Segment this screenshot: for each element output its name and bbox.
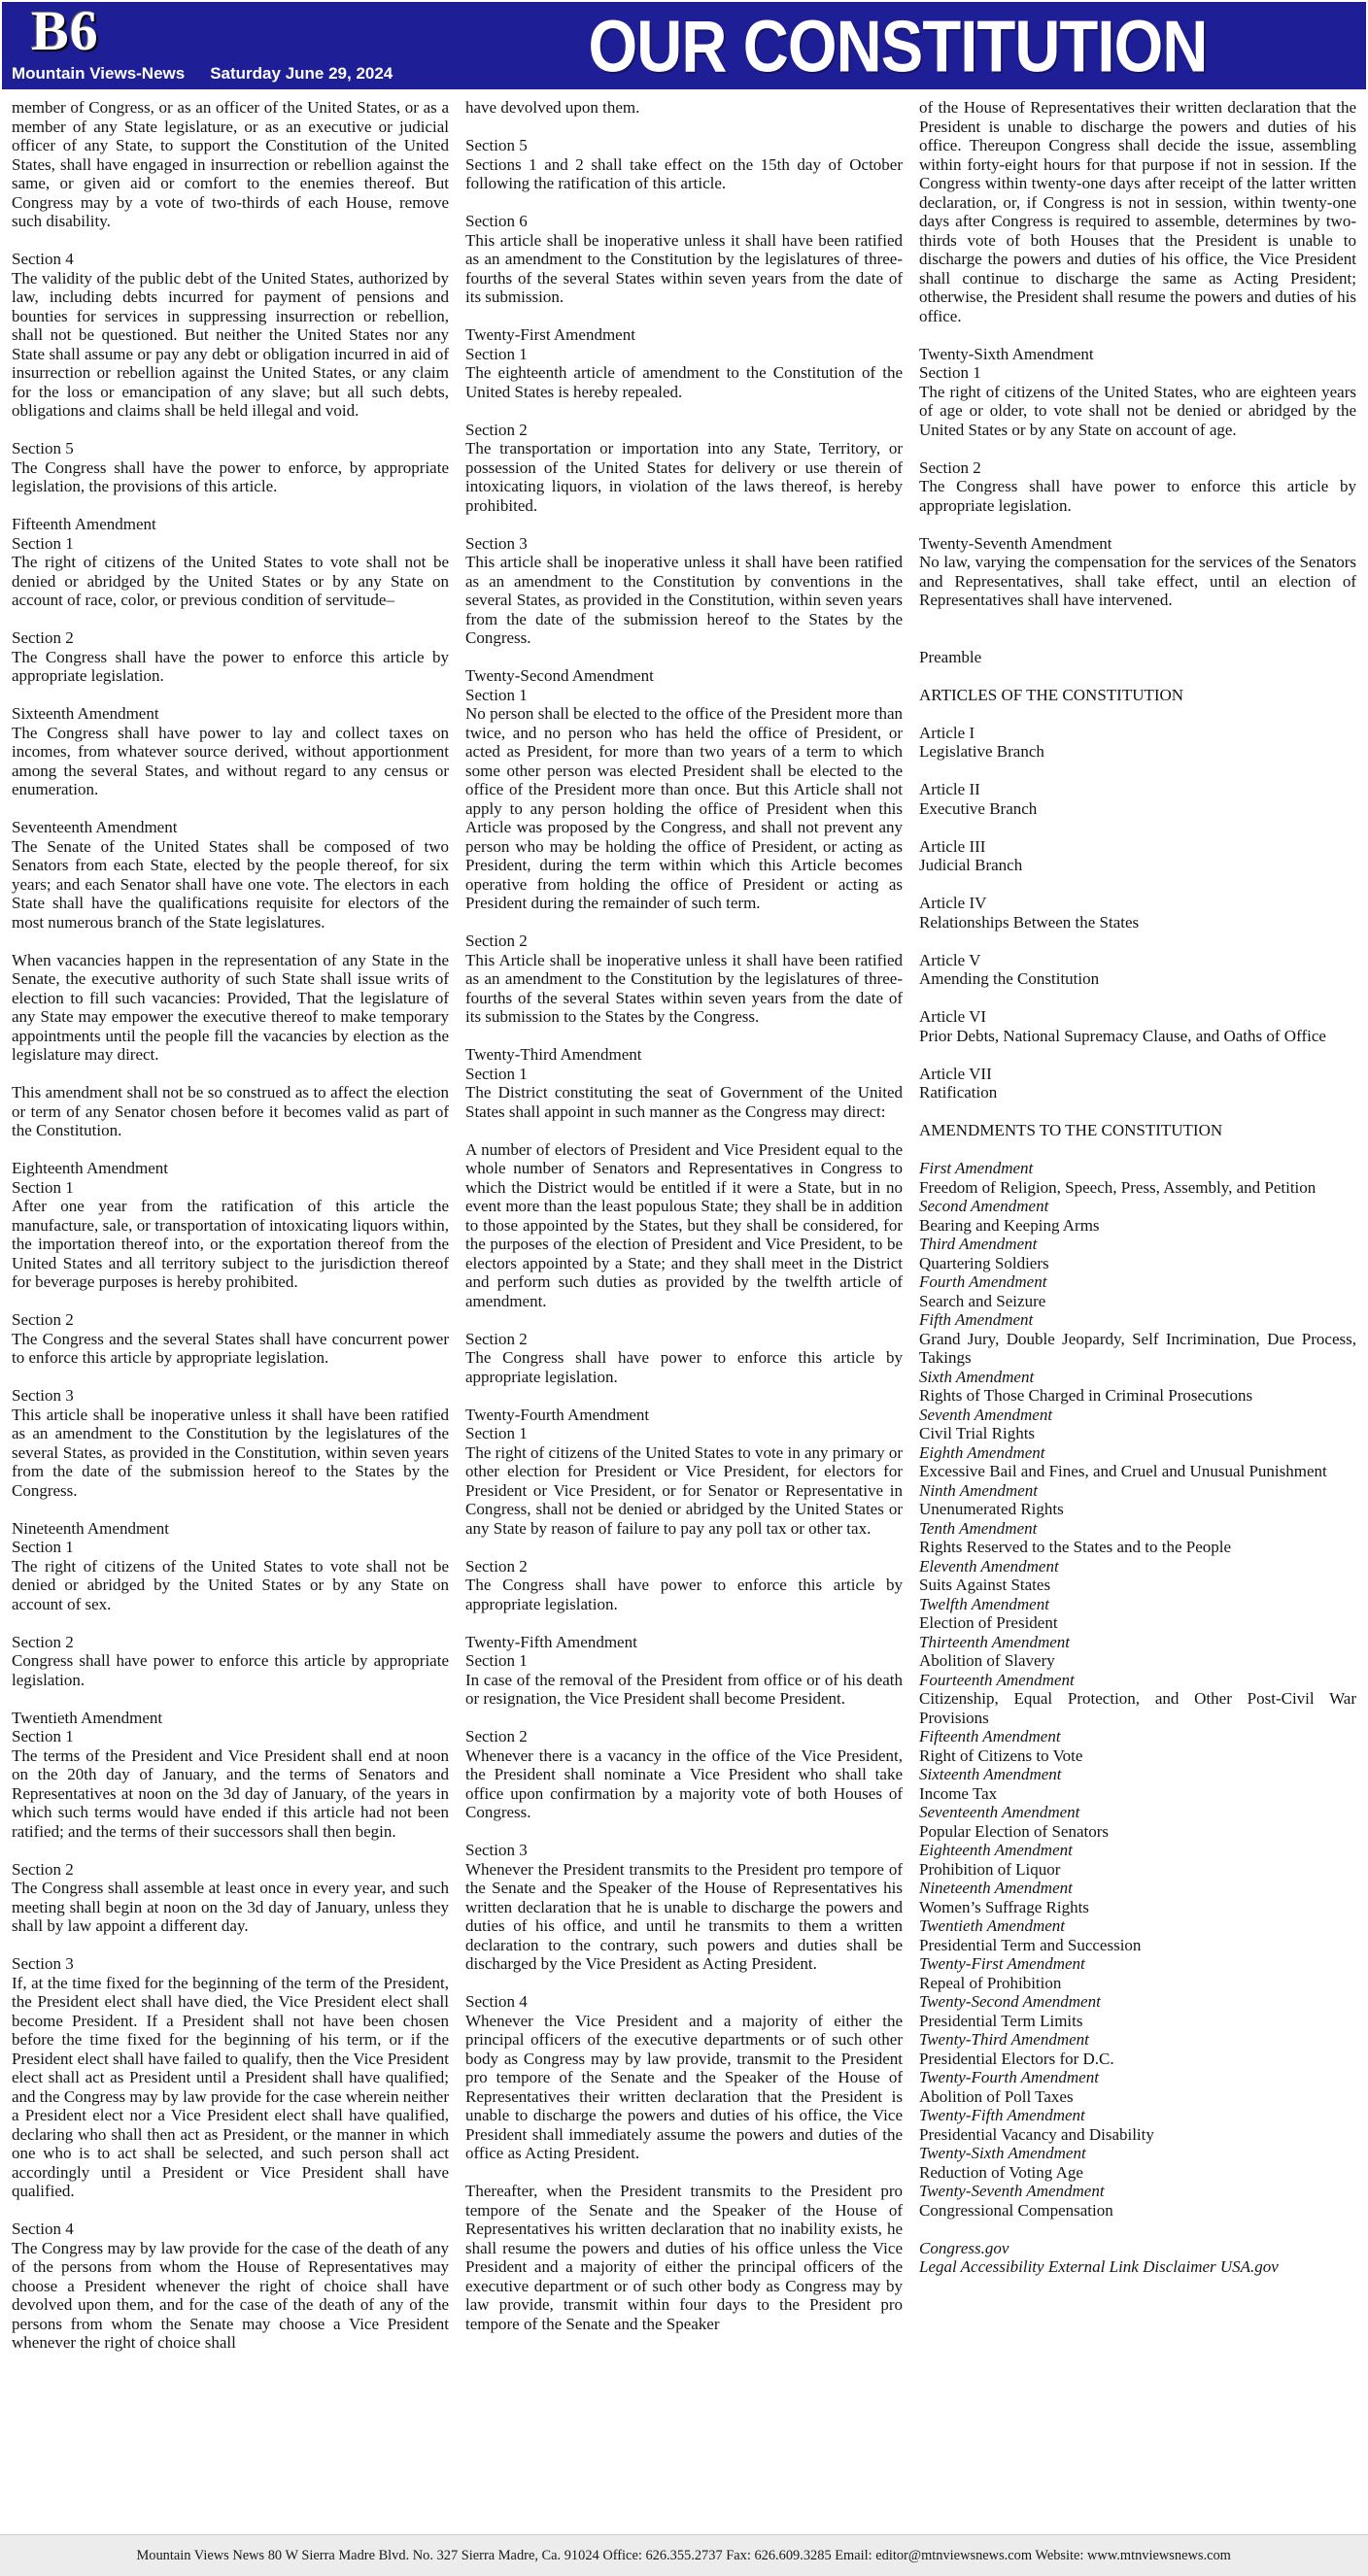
spacer — [465, 193, 903, 213]
spacer — [919, 2220, 1356, 2239]
column-2 — [465, 98, 903, 2534]
spacer — [919, 666, 1356, 686]
section-heading: Section 1 — [12, 533, 74, 553]
paragraph: This article shall be inoperative unless it shall have been ratified as an amendment to the Constitution by the legislatures of the several States, as provided in the Constitution, within seven years from the date of the submission hereof to the States by the Congress. — [12, 1405, 449, 1500]
amendment-title: Legal Accessibility External Link Disclaimer USA.gov — [919, 2257, 1279, 2276]
spacer — [12, 686, 449, 705]
amendment-title: Nineteenth Amendment — [919, 1879, 1073, 1897]
spacer — [12, 1292, 449, 1311]
spacer — [919, 932, 1356, 951]
section-heading: Section 1 — [465, 1424, 528, 1442]
text-line: Prohibition of Liquor — [919, 1859, 1061, 1879]
spacer — [919, 818, 1356, 837]
section-heading: Section 1 — [465, 344, 528, 363]
spacer — [12, 1368, 449, 1387]
spacer — [12, 231, 449, 251]
section-heading: Section 4 — [12, 2220, 74, 2238]
spacer — [465, 913, 903, 932]
section-heading: Eighteenth Amendment — [12, 1159, 168, 1177]
text-line: Presidential Term Limits — [919, 2011, 1083, 2030]
spacer — [12, 1936, 449, 1955]
text-line: Civil Trial Rights — [919, 1424, 1036, 1442]
spacer — [465, 1613, 903, 1633]
spacer — [12, 2201, 449, 2220]
section-heading: Article VI — [919, 1007, 987, 1026]
section-heading: Section 2 — [12, 1632, 74, 1651]
amendment-title: Thirteenth Amendment — [919, 1632, 1071, 1651]
paragraph: After one year from the ratification of this article the manufacture, sale, or transportation of intoxicating liquors within, the importation thereof into, or the exportation thereof from the United States and all territory subject to the jurisdiction thereof for beverage purposes is hereby prohibited. — [12, 1197, 449, 1291]
section-heading: Article IV — [919, 894, 987, 912]
text-line: Amending the Constitution — [919, 969, 1100, 988]
section-heading: Twenty-Seventh Amendment — [919, 533, 1112, 553]
section-heading: Section 4 — [465, 1992, 528, 2011]
amendment-title: Fourth Amendment — [919, 1272, 1047, 1291]
paragraph: The eighteenth article of amendment to the Constitution of the United States is hereby repealed. — [465, 363, 903, 401]
text-line: Executive Branch — [919, 798, 1038, 818]
paragraph: Sections 1 and 2 shall take effect on the 15th day of October following the ratification of this article. — [465, 154, 903, 192]
text-line: Presidential Electors for D.C. — [919, 2049, 1114, 2068]
text-line: Popular Election of Senators — [919, 1821, 1109, 1841]
spacer — [465, 1121, 903, 1140]
section-heading: Twenty-Fifth Amendment — [465, 1632, 637, 1651]
spacer — [465, 1974, 903, 1993]
paragraph: No person shall be elected to the office of the President more than twice, and no person who has held the office of President, or acted as President, for more than two years of a term to which some other person was elected President shall be elected to the office of the President more than once. But this Article shall not apply to any person holding the office of President when this Article was proposed by the Congress, and shall not prevent any person who may be holding the office of President, or acting as President, during the term within which this Article becomes operative from holding the office of President or acting as President during the remainder of such term. — [465, 704, 903, 912]
section-heading: Section 2 — [465, 1556, 528, 1576]
spacer — [12, 932, 449, 951]
amendment-title: Twentieth Amendment — [919, 1916, 1065, 1935]
text-line: Legislative Branch — [919, 742, 1044, 761]
paragraph: member of Congress, or as an officer of the United States, or as a member of any State legislature, or as an executive or judicial officer of any State, to support the Constitution of the United States, shall have engaged in insurrection or rebellion against the same, or given aid or comfort to the enemies thereof. But Congress may by a vote of two-thirds of each House, remove such disability. — [12, 98, 449, 230]
footer-contact-line: Mountain Views News 80 W Sierra Madre Blvd. No. 327 Sierra Madre, Ca. 91024 Office: 626.355.2737 Fax: 626.609.3285 Email: editor@mtnviewsnews.com Website: www.mtnviewsnews.com — [136, 2547, 1232, 2563]
article-columns — [0, 89, 1368, 2534]
spacer — [919, 875, 1356, 895]
text-line: Reduction of Voting Age — [919, 2162, 1083, 2182]
section-heading: Seventeenth Amendment — [12, 818, 178, 836]
paragraph: This article shall be inoperative unless it shall have been ratified as an amendment to the Constitution by conventions in the several States, as provided in the Constitution, within seven years from the date of the submission hereof to the States by the Congress. — [465, 553, 903, 647]
section-heading: Twentieth Amendment — [12, 1708, 163, 1727]
paragraph: The terms of the President and Vice President shall end at noon on the 20th day of January, and the terms of Senators and Representatives at noon on the 3d day of January, of the years in which such terms would have ended if this article had not been ratified; and the terms of their successors shall then begin. — [12, 1746, 449, 1841]
amendment-title: Eighth Amendment — [919, 1442, 1045, 1462]
amendment-title: Second Amendment — [919, 1197, 1049, 1215]
paragraph: The right of citizens of the United States to vote in any primary or other election for President or Vice President, for electors for President or Vice President, or for Senator or Representative in Congress, shall not be denied or abridged by the United States or any State by reason of failure to pay any poll tax or other tax. — [465, 1442, 903, 1538]
paragraph: Citizenship, Equal Protection, and Other Post-Civil War Provisions — [919, 1689, 1356, 1727]
section-heading: Nineteenth Amendment — [12, 1518, 169, 1538]
text-line: Income Tax — [919, 1783, 998, 1803]
section-heading: Section 1 — [465, 685, 528, 704]
masthead-title: Mountain Views-News — [12, 64, 186, 83]
paragraph: This Article shall be inoperative unless it shall have been ratified as an amendment to the Constitution by the legislatures of three-fourths of the several States within seven years from the date of its submission to the States by the Congress. — [465, 950, 903, 1026]
paragraph: The right of citizens of the United States, who are eighteen years of age or older, to vote shall not be denied or abridged by the United States or by any State on account of age. — [919, 382, 1356, 439]
page-title: OUR CONSTITUTION — [588, 4, 1208, 87]
spacer — [919, 1140, 1356, 1160]
text-line: Relationships Between the States — [919, 912, 1140, 932]
section-heading: Twenty-Sixth Amendment — [919, 344, 1094, 363]
paragraph: The Congress shall have the power to enforce, by appropriate legislation, the provisions of this article. — [12, 458, 449, 495]
paragraph: The Congress shall have power to enforce this article by appropriate legislation. — [465, 1576, 903, 1613]
masthead-line — [12, 64, 393, 84]
paragraph: The transportation or importation into any State, Territory, or possession of the United States for delivery or use therein of intoxicating liquors, in violation of the laws thereof, is hereby prohibited. — [465, 439, 903, 515]
amendment-title: Seventeenth Amendment — [919, 1803, 1080, 1821]
spacer — [919, 1045, 1356, 1065]
spacer — [919, 515, 1356, 534]
paragraph: of the House of Representatives their written declaration that the President is unable to discharge the powers and duties of his office. Thereupon Congress shall decide the issue, assembling within forty-eight hours for that purpose if not in session. If the Congress within twenty-one days after receipt of the latter written declaration, or, if Congress is not in session, within twenty-one days after Congress is required to assemble, determines by two-thirds vote of both Houses that the President is unable to discharge the powers and duties of his office, the Vice President shall continue to discharge the same as Acting President; otherwise, the President shall resume the powers and duties of his office. — [919, 98, 1356, 325]
amendment-title: Fifteenth Amendment — [919, 1727, 1061, 1746]
section-heading: Preamble — [919, 647, 982, 666]
section-heading: Section 3 — [465, 533, 528, 553]
spacer — [12, 1500, 449, 1519]
spacer — [919, 325, 1356, 345]
section-heading: Section 2 — [465, 420, 528, 439]
spacer — [12, 496, 449, 516]
column-1 — [12, 98, 449, 2534]
section-heading: Twenty-Fourth Amendment — [465, 1405, 650, 1424]
paragraph: Thereafter, when the President transmits to the President pro tempore of the Senate and the Speaker of the House of Representatives his written declaration that no inability exists, he shall resume the powers and duties of his office unless the Vice President and a majority of either the principal officers of the executive department or of such other body as Congress may by law provide, transmit within four days to the President pro tempore of the Senate and the Speaker — [465, 2182, 903, 2333]
section-heading: Article III — [919, 836, 986, 856]
text-line: Bearing and Keeping Arms — [919, 1215, 1100, 1235]
text-line: Presidential Vacancy and Disability — [919, 2124, 1154, 2144]
amendment-title: Sixth Amendment — [919, 1367, 1035, 1386]
spacer — [12, 1841, 449, 1860]
amendment-title: Twelfth Amendment — [919, 1594, 1049, 1613]
paragraph: The Senate of the United States shall be composed of two Senators from each State, elected by the people thereof, for six years; and each Senator shall have one vote. The electors in each State shall have the qualifications requisite for electors of the most numerous branch of the State legislatures. — [12, 836, 449, 932]
text-line: Unenumerated Rights — [919, 1500, 1064, 1518]
paragraph: A number of electors of President and Vice President equal to the whole number of Senators and Representatives in Congress to which the District would be entitled if it were a State, but in no event more than the least populous State; they shall be in addition to those appointed by the States, but they shall be considered, for the purposes of the election of President and Vice President, to be electors appointed by a State; and they shall meet in the District and perform such duties as provided by the twelfth article of amendment. — [465, 1139, 903, 1310]
spacer — [12, 799, 449, 819]
section-heading: Section 2 — [919, 458, 981, 477]
amendment-title: Tenth Amendment — [919, 1518, 1038, 1538]
text-line: Rights Reserved to the States and to the People — [919, 1538, 1232, 1556]
paragraph: Congress shall have power to enforce this article by appropriate legislation. — [12, 1651, 449, 1689]
paragraph: The Congress and the several States shall have concurrent power to enforce this article by appropriate legislation. — [12, 1329, 449, 1367]
text-line: Quartering Soldiers — [919, 1253, 1049, 1272]
page-banner — [2, 2, 1366, 89]
paragraph: The District constituting the seat of Government of the United States shall appoint in such manner as the Congress may direct: — [465, 1083, 903, 1121]
paragraph: The Congress shall have the power to enforce this article by appropriate legislation. — [12, 647, 449, 685]
section-heading: Twenty-Second Amendment — [465, 666, 654, 685]
spacer — [919, 610, 1356, 629]
paragraph: Prior Debts, National Supremacy Clause, and Oaths of Office — [919, 1026, 1326, 1045]
amendment-title: Seventh Amendment — [919, 1405, 1053, 1424]
spacer — [465, 648, 903, 667]
spacer — [465, 1310, 903, 1330]
issue-date: Saturday June 29, 2024 — [210, 64, 393, 83]
amendment-title: Sixteenth Amendment — [919, 1765, 1062, 1783]
amendment-title: Twenty-Third Amendment — [919, 2030, 1089, 2049]
spacer — [919, 1102, 1356, 1122]
text-line: Rights of Those Charged in Criminal Prosecutions — [919, 1386, 1253, 1405]
amendment-title: Twenty-Seventh Amendment — [919, 2182, 1105, 2200]
amendment-title: Twenty-Fourth Amendment — [919, 2068, 1099, 2086]
amendment-title: Twenty-Sixth Amendment — [919, 2144, 1086, 2162]
spacer — [12, 1140, 449, 1160]
section-heading: Article II — [919, 780, 980, 798]
spacer — [465, 1822, 903, 1842]
section-heading: Section 2 — [465, 1329, 528, 1348]
section-heading: Sixteenth Amendment — [12, 704, 159, 723]
section-heading: Section 2 — [465, 1727, 528, 1746]
paragraph: When vacancies happen in the representation of any State in the Senate, the executive authority of such State shall issue writs of election to fill such vacancies: Provided, That the legislature of any State may empower the executive thereof to make temporary appointments until the people fill the vacancies by election as the legislature may direct. — [12, 950, 449, 1064]
paragraph: Whenever the President transmits to the President pro tempore of the Senate and the Speaker of the House of Representatives his written declaration that he is unable to discharge the powers and duties of his office, and until he transmits to them a written declaration to the contrary, such powers and duties shall be discharged by the Vice President as Acting President. — [465, 1859, 903, 1973]
column-3 — [919, 98, 1356, 2534]
spacer — [12, 1613, 449, 1633]
text-line: Presidential Term and Succession — [919, 1935, 1142, 1954]
section-heading: Section 6 — [465, 212, 528, 230]
text-line: Judicial Branch — [919, 856, 1023, 874]
paragraph: The Congress may by law provide for the case of the death of any of the persons from whom the House of Representatives may choose a President whenever the right of choice shall have devolved upon them, and for the case of the death of any of the persons from whom the Senate may choose a Vice President whenever the right of choice shall — [12, 2238, 449, 2352]
paragraph: Excessive Bail and Fines, and Cruel and Unusual Punishment — [919, 1462, 1327, 1480]
section-heading: Article VII — [919, 1064, 992, 1083]
spacer — [465, 515, 903, 534]
page-number: B6 — [31, 0, 99, 62]
paragraph: This amendment shall not be so construed as to affect the election or term of any Senator chosen before it becomes valid as part of the Constitution. — [12, 1083, 449, 1139]
section-heading: Section 1 — [465, 1651, 528, 1670]
section-heading: ARTICLES OF THE CONSTITUTION — [919, 685, 1184, 704]
section-heading: Section 2 — [12, 1310, 74, 1329]
spacer — [12, 610, 449, 629]
spacer — [465, 1386, 903, 1406]
spacer — [465, 307, 903, 326]
spacer — [465, 1709, 903, 1728]
section-heading: Section 3 — [465, 1841, 528, 1859]
text-line: Women’s Suffrage Rights — [919, 1897, 1089, 1916]
text-line: Election of President — [919, 1613, 1058, 1632]
paragraph: The Congress shall have power to lay and collect taxes on incomes, from whatever source derived, without apportionment among the several States, and without regard to any census or enumeration. — [12, 723, 449, 798]
paragraph: This article shall be inoperative unless it shall have been ratified as an amendment to the Constitution by the legislatures of three-fourths of the several States within seven years from the date of its submission. — [465, 230, 903, 306]
amendment-title: Eighteenth Amendment — [919, 1841, 1073, 1859]
text-line: Ratification — [919, 1083, 998, 1102]
spacer — [465, 118, 903, 137]
text-line: Repeal of Prohibition — [919, 1973, 1062, 1992]
section-heading: Section 1 — [12, 1177, 74, 1197]
amendment-title: Congress.gov — [919, 2238, 1009, 2257]
amendment-title: Twenty-Second Amendment — [919, 1992, 1101, 2011]
section-heading: Section 2 — [12, 1859, 74, 1879]
spacer — [12, 1065, 449, 1084]
spacer — [12, 1689, 449, 1709]
paragraph: If, at the time fixed for the beginning of the term of the President, the President elect shall have died, the Vice President elect shall become President. If a President shall not have been chosen before the time fixed for the beginning of his term, or if the President elect shall have failed to qualify, then the Vice President elect shall act as President until a President shall have qualified; and the Congress may by law provide for the case wherein neither a President elect nor a Vice President elect shall have qualified, declaring who shall then act as President, or the manner in which one who is to act shall be selected, and such person shall act accordingly until a President or Vice President shall have qualified. — [12, 1973, 449, 2200]
paragraph: Whenever the Vice President and a majority of either the principal officers of the executive departments or of such other body as Congress may by law provide, transmit to the President pro tempore of the Senate and the Speaker of the House of Representatives their written declaration that the President is unable to discharge the powers and duties of his office, the Vice President shall immediately assume the powers and duties of the office as Acting President. — [465, 2011, 903, 2162]
section-heading: Section 1 — [12, 1727, 74, 1746]
amendment-title: Twenty-First Amendment — [919, 1954, 1085, 1973]
paragraph: The right of citizens of the United States to vote shall not be denied or abridged by the United States or by any State on account of sex. — [12, 1556, 449, 1613]
section-heading: Fifteenth Amendment — [12, 515, 156, 533]
spacer — [465, 401, 903, 421]
spacer — [12, 421, 449, 440]
section-heading: Section 3 — [12, 1386, 74, 1405]
spacer — [919, 439, 1356, 458]
page-footer — [0, 2534, 1368, 2576]
text-line: Right of Citizens to Vote — [919, 1746, 1083, 1765]
section-heading: Section 2 — [465, 932, 528, 950]
section-heading: Article V — [919, 950, 981, 969]
amendment-title: Fourteenth Amendment — [919, 1670, 1075, 1689]
section-heading: Section 1 — [919, 363, 981, 382]
spacer — [465, 1027, 903, 1046]
spacer — [919, 762, 1356, 781]
section-heading: Section 3 — [12, 1954, 74, 1973]
section-heading: Section 1 — [12, 1538, 74, 1556]
spacer — [919, 989, 1356, 1008]
text-line: Abolition of Poll Taxes — [919, 2086, 1074, 2106]
paragraph: The Congress shall assemble at least once in every year, and such meeting shall begin at noon on the 3d day of January, unless they shall by law appoint a different day. — [12, 1879, 449, 1935]
spacer — [919, 628, 1356, 648]
text-line: Freedom of Religion, Speech, Press, Assembly, and Petition — [919, 1177, 1317, 1197]
section-heading: Twenty-First Amendment — [465, 325, 635, 344]
paragraph: The Congress shall have power to enforce this article by appropriate legislation. — [465, 1348, 903, 1386]
spacer — [465, 2163, 903, 2183]
amendment-title: Ninth Amendment — [919, 1480, 1038, 1500]
paragraph: The validity of the public debt of the United States, authorized by law, including debts incurred for payment of pensions and bounties for services in suppressing insurrection or rebellion, shall not be questioned. But neither the United States nor any State shall assume or pay any debt or obligation incurred in aid of insurrection or rebellion against the United States, or any claim for the loss or emancipation of any slave; but all such debts, obligations and claims shall be held illegal and void. — [12, 268, 449, 420]
section-heading: Section 2 — [12, 628, 74, 647]
paragraph: Grand Jury, Double Jeopardy, Self Incrimination, Due Process, Takings — [919, 1329, 1356, 1367]
spacer — [465, 1538, 903, 1557]
section-heading: Article I — [919, 723, 975, 742]
amendment-title: Third Amendment — [919, 1235, 1038, 1253]
paragraph: The right of citizens of the United States to vote shall not be denied or abridged by the United States or by any State on account of race, color, or previous condition of servitude– — [12, 553, 449, 609]
paragraph: In case of the removal of the President from office or of his death or resignation, the Vice President shall become President. — [465, 1670, 903, 1708]
amendment-title: Twenty-Fifth Amendment — [919, 2106, 1085, 2124]
text-line: Congressional Compensation — [919, 2200, 1113, 2220]
paragraph: The Congress shall have power to enforce this article by appropriate legislation. — [919, 477, 1356, 515]
paragraph: Whenever there is a vacancy in the office of the Vice President, the President shall nominate a Vice President who shall take office upon confirmation by a majority vote of both Houses of Congress. — [465, 1746, 903, 1821]
paragraph: have devolved upon them. — [465, 98, 640, 117]
section-heading: Section 5 — [465, 136, 528, 154]
paragraph: No law, varying the compensation for the services of the Senators and Representatives, shall take effect, until an election of Representatives shall have intervened. — [919, 553, 1356, 609]
text-line: Suits Against States — [919, 1576, 1051, 1594]
spacer — [919, 704, 1356, 724]
amendment-title: First Amendment — [919, 1159, 1034, 1177]
amendment-title: Fifth Amendment — [919, 1310, 1034, 1329]
section-heading: Section 5 — [12, 439, 74, 458]
page-title-wrap — [459, 2, 1337, 89]
section-heading: Section 1 — [465, 1064, 528, 1083]
section-heading: Twenty-Third Amendment — [465, 1045, 642, 1064]
text-line: Search and Seizure — [919, 1291, 1046, 1310]
text-line: Abolition of Slavery — [919, 1651, 1055, 1670]
section-heading: Section 4 — [12, 250, 74, 268]
amendment-title: Eleventh Amendment — [919, 1556, 1059, 1576]
section-heading: AMENDMENTS TO THE CONSTITUTION — [919, 1121, 1223, 1139]
